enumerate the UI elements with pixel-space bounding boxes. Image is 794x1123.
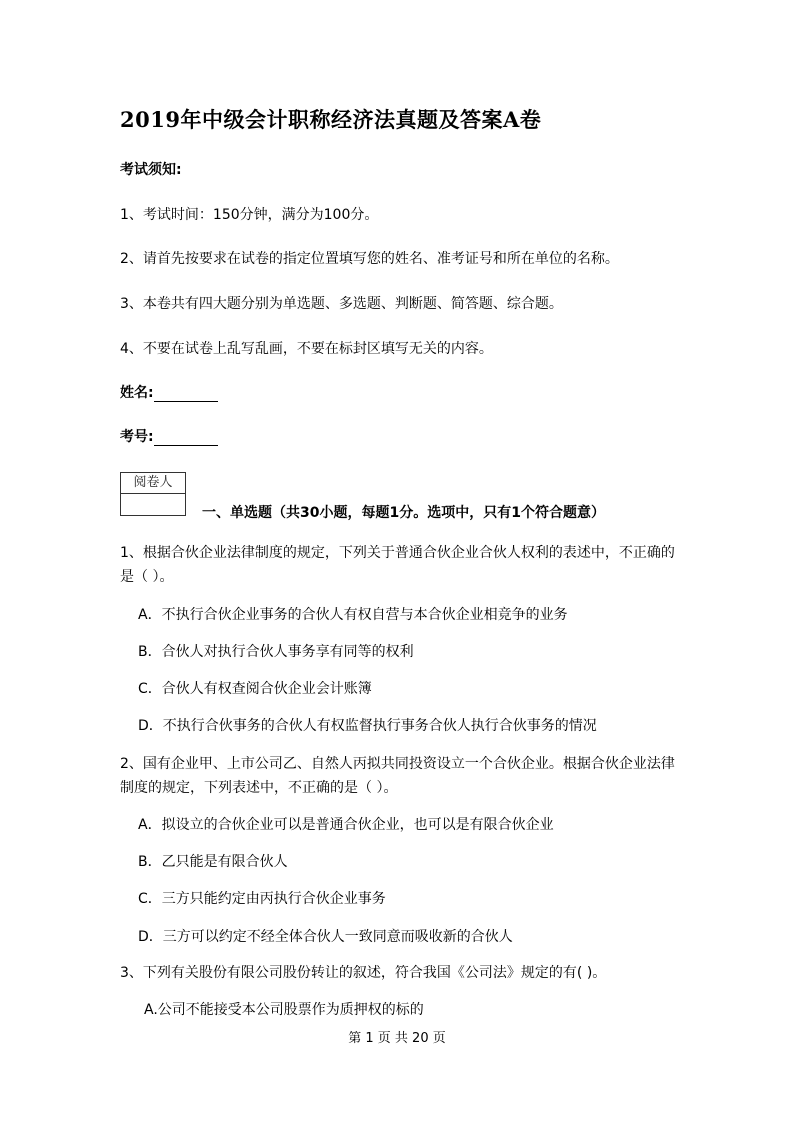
question-1-stem-line-2: 是（ ）。 <box>120 569 174 585</box>
notice-item-1: 1、考试时间：150分钟，满分为100分。 <box>120 207 379 223</box>
question-2-option-a: A．拟设立的合伙企业可以是普通合伙企业，也可以是有限合伙企业 <box>138 817 554 833</box>
question-2-stem-line-2: 制度的规定，下列表述中，不正确的是（ ）。 <box>120 780 398 796</box>
exam-number-blank-line[interactable] <box>154 430 218 446</box>
question-1-option-c: C．合伙人有权查阅合伙企业会计账簿 <box>138 681 372 697</box>
notice-item-2: 2、请首先按要求在试卷的指定位置填写您的姓名、准考证号和所在单位的名称。 <box>120 251 619 267</box>
grader-label: 阅卷人 <box>121 473 185 494</box>
page-number-footer: 第 1 页 共 20 页 <box>348 1031 446 1046</box>
question-1-option-b: B．合伙人对执行合伙人事务享有同等的权利 <box>138 644 414 660</box>
question-2-option-d: D．三方可以约定不经全体合伙人一致同意而吸收新的合伙人 <box>138 929 513 945</box>
name-field <box>120 382 218 402</box>
exam-number-label: 考号: <box>120 429 154 445</box>
grader-box <box>120 472 186 516</box>
name-label: 姓名: <box>120 385 154 401</box>
exam-number-field <box>120 426 218 446</box>
notice-item-3: 3、本卷共有四大题分别为单选题、多选题、判断题、简答题、综合题。 <box>120 296 563 312</box>
name-blank-line[interactable] <box>154 386 218 402</box>
notice-item-4: 4、不要在试卷上乱写乱画，不要在标封区填写无关的内容。 <box>120 341 493 357</box>
question-3-option-a: A.公司不能接受本公司股票作为质押权的标的 <box>144 1002 424 1018</box>
question-3-stem-line-1: 3、下列有关股份有限公司股份转让的叙述，符合我国《公司法》规定的有( )。 <box>120 965 607 981</box>
question-1-stem-line-1: 1、根据合伙企业法律制度的规定，下列关于普通合伙企业合伙人权利的表述中，不正确的 <box>120 545 675 561</box>
question-1-option-a: A．不执行合伙企业事务的合伙人有权自营与本合伙企业相竞争的业务 <box>138 607 568 623</box>
question-1-option-d: D．不执行合伙事务的合伙人有权监督执行事务合伙人执行合伙事务的情况 <box>138 718 597 734</box>
page-title: 2019年中级会计职称经济法真题及答案A卷 <box>120 107 542 132</box>
notice-heading: 考试须知: <box>120 162 182 178</box>
question-2-option-b: B．乙只能是有限合伙人 <box>138 854 288 870</box>
section-heading: 一、单选题（共30小题，每题1分。选项中，只有1个符合题意） <box>202 505 605 521</box>
question-2-stem-line-1: 2、国有企业甲、上市公司乙、自然人丙拟共同投资设立一个合伙企业。根据合伙企业法律 <box>120 756 675 772</box>
question-2-option-c: C．三方只能约定由丙执行合伙企业事务 <box>138 891 386 907</box>
